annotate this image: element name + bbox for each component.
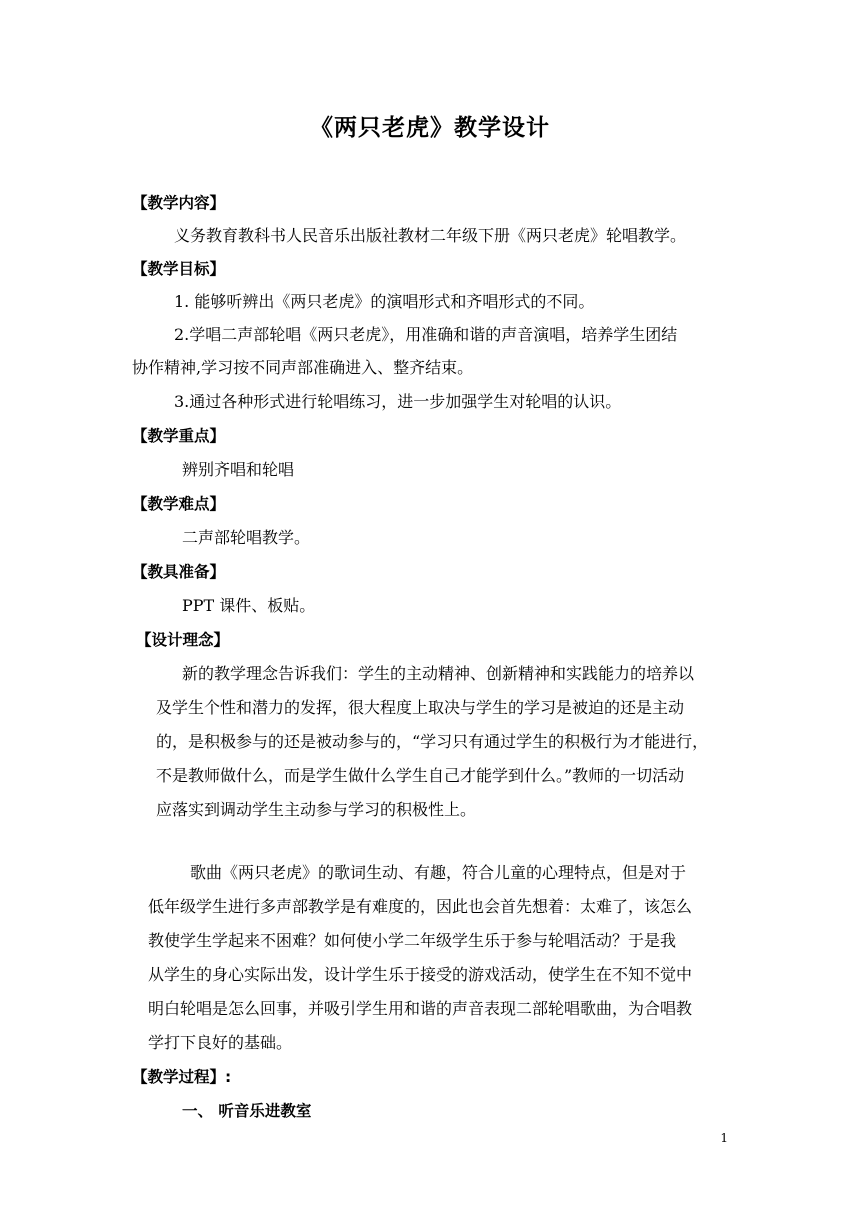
goal-2-line-2: 协作精神,学习按不同声部准确进入、整齐结束。: [132, 358, 474, 377]
goal-1: 1. 能够听辨出《两只老虎》的演唱形式和齐唱形式的不同。: [174, 292, 595, 311]
concept-p2-line: 歌曲《两只老虎》的歌词生动、有趣，符合儿童的心理特点，但是对于: [190, 863, 687, 882]
content-text: 义务教育教科书人民音乐出版社教材二年级下册《两只老虎》轮唱教学。: [174, 226, 687, 245]
process-step-1: 一、 听音乐进教室: [182, 1102, 312, 1120]
concept-p1-line: 的，是积极参与的还是被动参与的，“学习只有通过学生的积极行为才能进行，: [156, 732, 709, 751]
concept-p1-line: 不是教师做什么，而是学生做什么学生自己才能学到什么。”教师的一切活动: [156, 766, 685, 785]
page-number: 1: [720, 1131, 728, 1145]
key-heading: 【教学重点】: [132, 427, 226, 445]
concept-p2-line: 低年级学生进行多声部教学是有难度的，因此也会首先想着：太难了，该怎么: [148, 897, 693, 916]
concept-p2-line: 学打下良好的基础。: [148, 1033, 293, 1052]
difficulty-heading: 【教学难点】: [132, 495, 226, 513]
process-heading: 【教学过程】:: [132, 1068, 232, 1086]
concept-p1-line: 新的教学理念告诉我们：学生的主动精神、创新精神和实践能力的培养以: [182, 664, 695, 683]
key-text: 辨别齐唱和轮唱: [182, 460, 295, 479]
tools-text: PPT 课件、板贴。: [182, 596, 316, 615]
content-heading: 【教学内容】: [132, 194, 226, 212]
concept-p2-line: 教使学生学起来不困难？如何使小学二年级学生乐于参与轮唱活动？于是我: [148, 931, 677, 950]
tools-heading: 【教具准备】: [132, 563, 226, 581]
goal-2-line-1: 2.学唱二声部轮唱《两只老虎》，用准确和谐的声音演唱，培养学生团结: [174, 325, 678, 344]
goals-heading: 【教学目标】: [132, 260, 226, 278]
goal-3: 3.通过各种形式进行轮唱练习，进一步加强学生对轮唱的认识。: [174, 392, 622, 411]
concept-p2-line: 明白轮唱是怎么回事，并吸引学生用和谐的声音表现二部轮唱歌曲，为合唱教: [148, 999, 693, 1018]
concept-p1-line: 应落实到调动学生主动参与学习的积极性上。: [156, 800, 477, 819]
concept-p1-line: 及学生个性和潜力的发挥，很大程度上取决与学生的学习是被迫的还是主动: [156, 698, 685, 717]
concept-heading: 【设计理念】: [136, 631, 230, 649]
concept-p2-line: 从学生的身心实际出发，设计学生乐于接受的游戏活动，使学生在不知不觉中: [148, 965, 693, 984]
difficulty-text: 二声部轮唱教学。: [182, 528, 311, 547]
page-title: 《两只老虎》教学设计: [310, 115, 550, 141]
